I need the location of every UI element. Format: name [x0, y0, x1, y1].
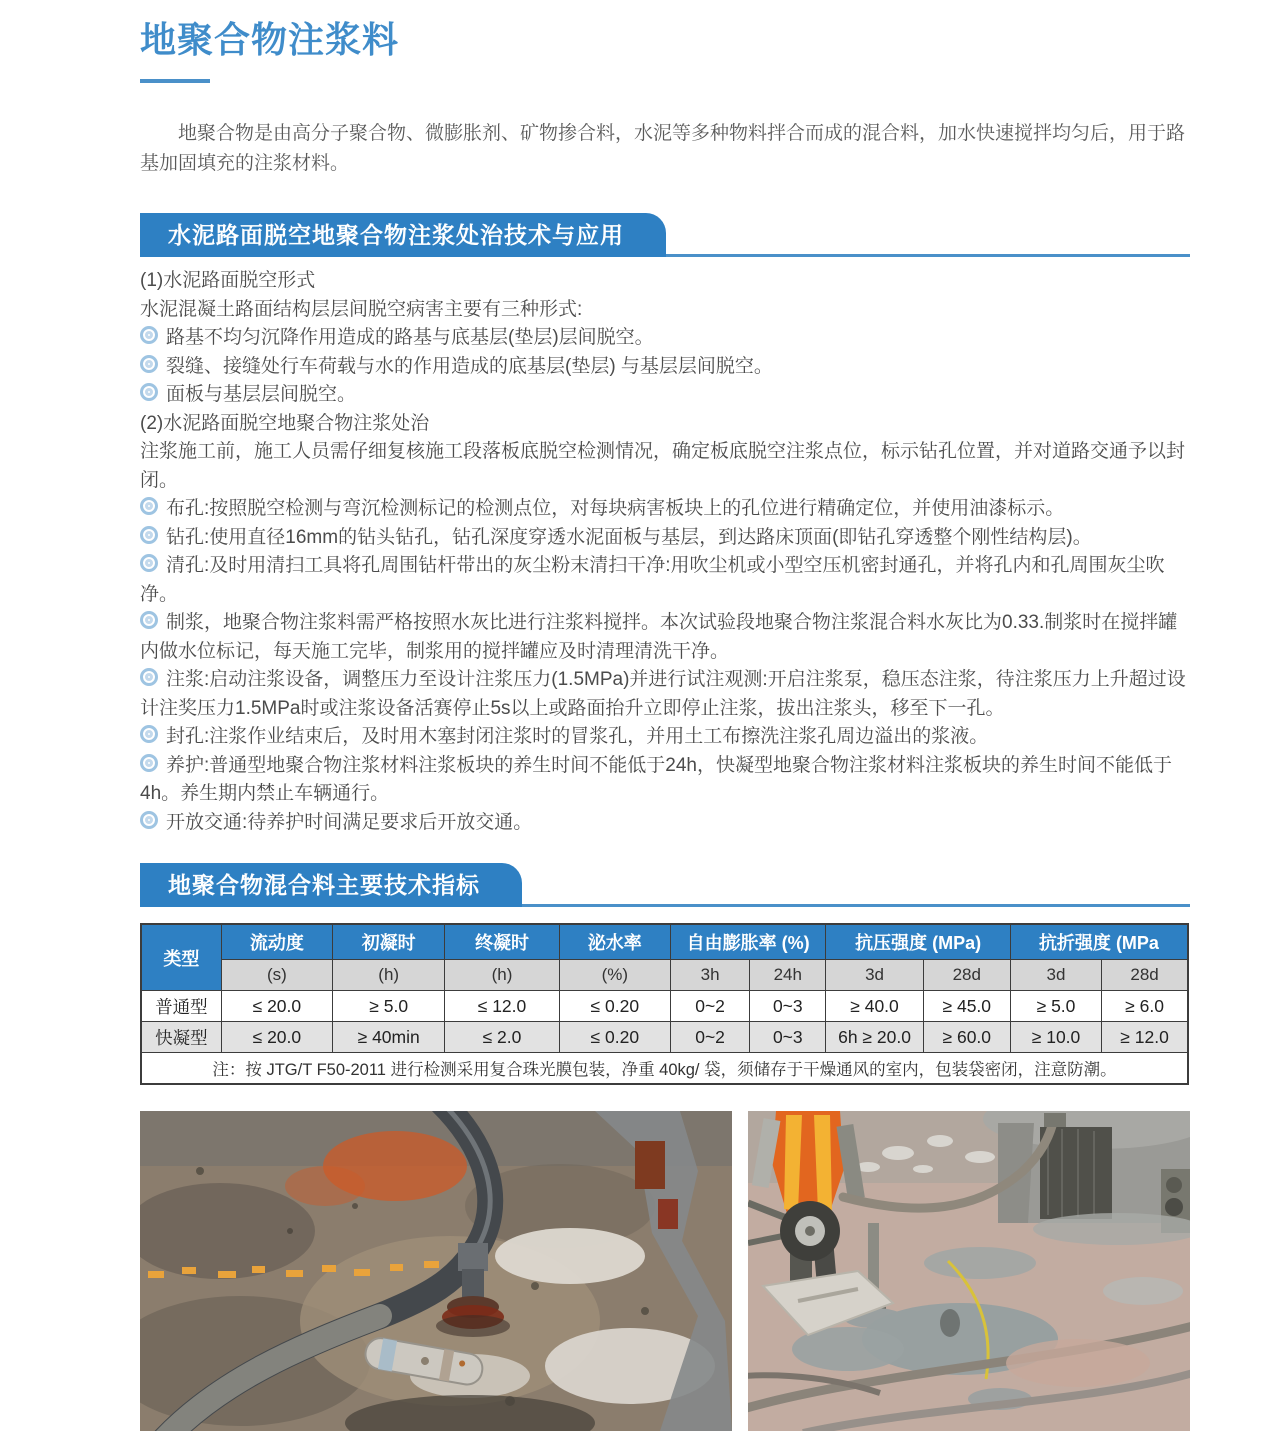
page-title: 地聚合物注浆料: [140, 19, 400, 60]
table-row: [141, 991, 1188, 1022]
table-subheader-cell: (h): [333, 960, 445, 991]
spec-table: [140, 923, 1189, 1085]
ring-bullet-icon: [140, 668, 158, 686]
title-underline: [140, 79, 210, 83]
table-subheader-cell: (%): [559, 960, 670, 991]
intro-paragraph: 地聚合物是由高分子聚合物、微膨胀剂、矿物掺合料，水泥等多种物料拌合而成的混合料，加水快速搅拌均匀后，用于路基加固填充的注浆材料。: [140, 123, 1186, 174]
body-line: 开放交通:待养护时间满足要求后开放交通。: [140, 809, 1190, 838]
page: [140, 0, 1190, 1431]
table-subheader-cell: 3d: [826, 960, 923, 991]
table-cell: ≥ 5.0: [1010, 991, 1101, 1022]
ring-bullet-icon: [140, 725, 158, 743]
section2-banner-rule: [522, 904, 1190, 907]
table-cell: ≥ 6.0: [1102, 991, 1188, 1022]
table-cell: ≥ 10.0: [1010, 1022, 1101, 1053]
table-cell: ≥ 12.0: [1102, 1022, 1188, 1053]
section1-banner-rule: [666, 254, 1190, 257]
table-cell: 0~3: [750, 1022, 826, 1053]
row-type-cell: 普通型: [141, 991, 221, 1022]
table-header-cell: 泌水率: [559, 924, 670, 960]
ring-bullet-icon: [140, 497, 158, 515]
table-cell: ≥ 40.0: [826, 991, 923, 1022]
table-cell: 6h ≥ 20.0: [826, 1022, 923, 1053]
table-subheader-cell: 3d: [1010, 960, 1101, 991]
table-cell: ≤ 20.0: [221, 1022, 332, 1053]
construction-site-photo-art: [748, 1111, 1190, 1431]
table-cell: ≤ 12.0: [445, 991, 559, 1022]
body-line: 钻孔:使用直径16mm的钻头钻孔，钻孔深度穿透水泥面板与基层，到达路床顶面(即钻孔穿透整个刚性结构层)。: [140, 524, 1190, 553]
table-corner-cell: 类型: [141, 924, 221, 991]
body-line: 裂缝、接缝处行车荷载与水的作用造成的底基层(垫层) 与基层层间脱空。: [140, 353, 1190, 382]
section1-body: [140, 267, 1190, 837]
ring-bullet-icon: [140, 526, 158, 544]
body-line: 水泥混凝土路面结构层层间脱空病害主要有三种形式:: [140, 298, 583, 320]
table-header-cell: 终凝时: [445, 924, 559, 960]
table-note-cell: 注：按 JTG/T F50-2011 进行检测采用复合珠光膜包装，净重 40kg/ 袋，须储存于干燥通风的室内，包装袋密闭，注意防潮。: [141, 1053, 1188, 1085]
table-subheader-cell: 3h: [670, 960, 749, 991]
body-line: 布孔:按照脱空检测与弯沉检测标记的检测点位，对每块病害板块上的孔位进行精确定位，并使用油漆标示。: [140, 495, 1190, 524]
body-line: 封孔:注浆作业结束后，及时用木塞封闭注浆时的冒浆孔，并用土工布擦洗注浆孔周边溢出的浆液。: [140, 723, 1190, 752]
table-header-cell: 初凝时: [333, 924, 445, 960]
body-line: 制浆，地聚合物注浆料需严格按照水灰比进行注浆料搅拌。本次试验段地聚合物注浆混合料水灰比为0.33.制浆时在搅拌罐内做水位标记，每天施工完毕，制浆用的搅拌罐应及时清理清洗干净。: [140, 612, 1178, 662]
ring-bullet-icon: [140, 383, 158, 401]
ring-bullet-icon: [140, 355, 158, 373]
table-header-cell: 自由膨胀率 (%): [670, 924, 825, 960]
body-line: (1)水泥路面脱空形式: [140, 270, 316, 291]
table-cell: ≤ 0.20: [559, 991, 670, 1022]
ring-bullet-icon: [140, 554, 158, 572]
table-cell: 0~3: [750, 991, 826, 1022]
table-row: [141, 1022, 1188, 1053]
ring-bullet-icon: [140, 811, 158, 829]
table-cell: ≤ 20.0: [221, 991, 332, 1022]
ring-bullet-icon: [140, 754, 158, 772]
table-subheader-cell: (s): [221, 960, 332, 991]
table-subheader-cell: (h): [445, 960, 559, 991]
body-line: 面板与基层层间脱空。: [140, 381, 1190, 410]
table-subheader-cell: 28d: [923, 960, 1010, 991]
table-cell: ≥ 5.0: [333, 991, 445, 1022]
table-cell: 0~2: [670, 1022, 749, 1053]
section2-heading: 地聚合物混合料主要技术指标: [140, 863, 522, 907]
body-line: (2)水泥路面脱空地聚合物注浆处治: [140, 412, 430, 434]
body-line: 养护:普通型地聚合物注浆材料注浆板块的养生时间不能低于24h，快凝型地聚合物注浆材料注浆板块的养生时间不能低于4h。养生期内禁止车辆通行。: [140, 754, 1172, 804]
table-note-row: [141, 1053, 1188, 1085]
table-header-cell: 流动度: [221, 924, 332, 960]
section1-banner: [140, 213, 1190, 257]
section2-banner: [140, 863, 1190, 907]
table-cell: ≥ 45.0: [923, 991, 1010, 1022]
grouting-hose-photo: [140, 1111, 732, 1431]
table-subheader-cell: 24h: [750, 960, 826, 991]
table-cell: ≤ 0.20: [559, 1022, 670, 1053]
ring-bullet-icon: [140, 611, 158, 629]
table-cell: ≤ 2.0: [445, 1022, 559, 1053]
photo-row: [140, 1111, 1190, 1431]
body-line: 路基不均匀沉降作用造成的路基与底基层(垫层)层间脱空。: [140, 324, 1190, 353]
table-subheader-cell: 28d: [1102, 960, 1188, 991]
row-type-cell: 快凝型: [141, 1022, 221, 1053]
construction-site-photo: [748, 1111, 1190, 1431]
table-cell: ≥ 40min: [333, 1022, 445, 1053]
section1-heading: 水泥路面脱空地聚合物注浆处治技术与应用: [140, 213, 666, 257]
table-cell: ≥ 60.0: [923, 1022, 1010, 1053]
ring-bullet-icon: [140, 326, 158, 344]
grouting-hose-photo-art: [140, 1111, 732, 1431]
table-cell: 0~2: [670, 991, 749, 1022]
body-line: 注浆施工前，施工人员需仔细复核施工段落板底脱空检测情况，确定板底脱空注浆点位，标示钻孔位置，并对道路交通予以封闭。: [140, 441, 1186, 491]
table-header-cell: 抗折强度 (MPa: [1010, 924, 1188, 960]
table-header-cell: 抗压强度 (MPa): [826, 924, 1011, 960]
body-line: 清孔:及时用清扫工具将孔周围钻杆带出的灰尘粉末清扫干净:用吹尘机或小型空压机密封通孔，并将孔内和孔周围灰尘吹净。: [140, 555, 1165, 605]
body-line: 注浆:启动注浆设备，调整压力至设计注浆压力(1.5MPa)并进行试注观测:开启注浆泵，稳压态注浆，待注浆压力上升超过设计注奖压力1.5MPa时或注浆设备活赛停止5s以上或路面抬升立即停止注浆，拔出注浆头，移至下一孔。: [140, 669, 1186, 719]
